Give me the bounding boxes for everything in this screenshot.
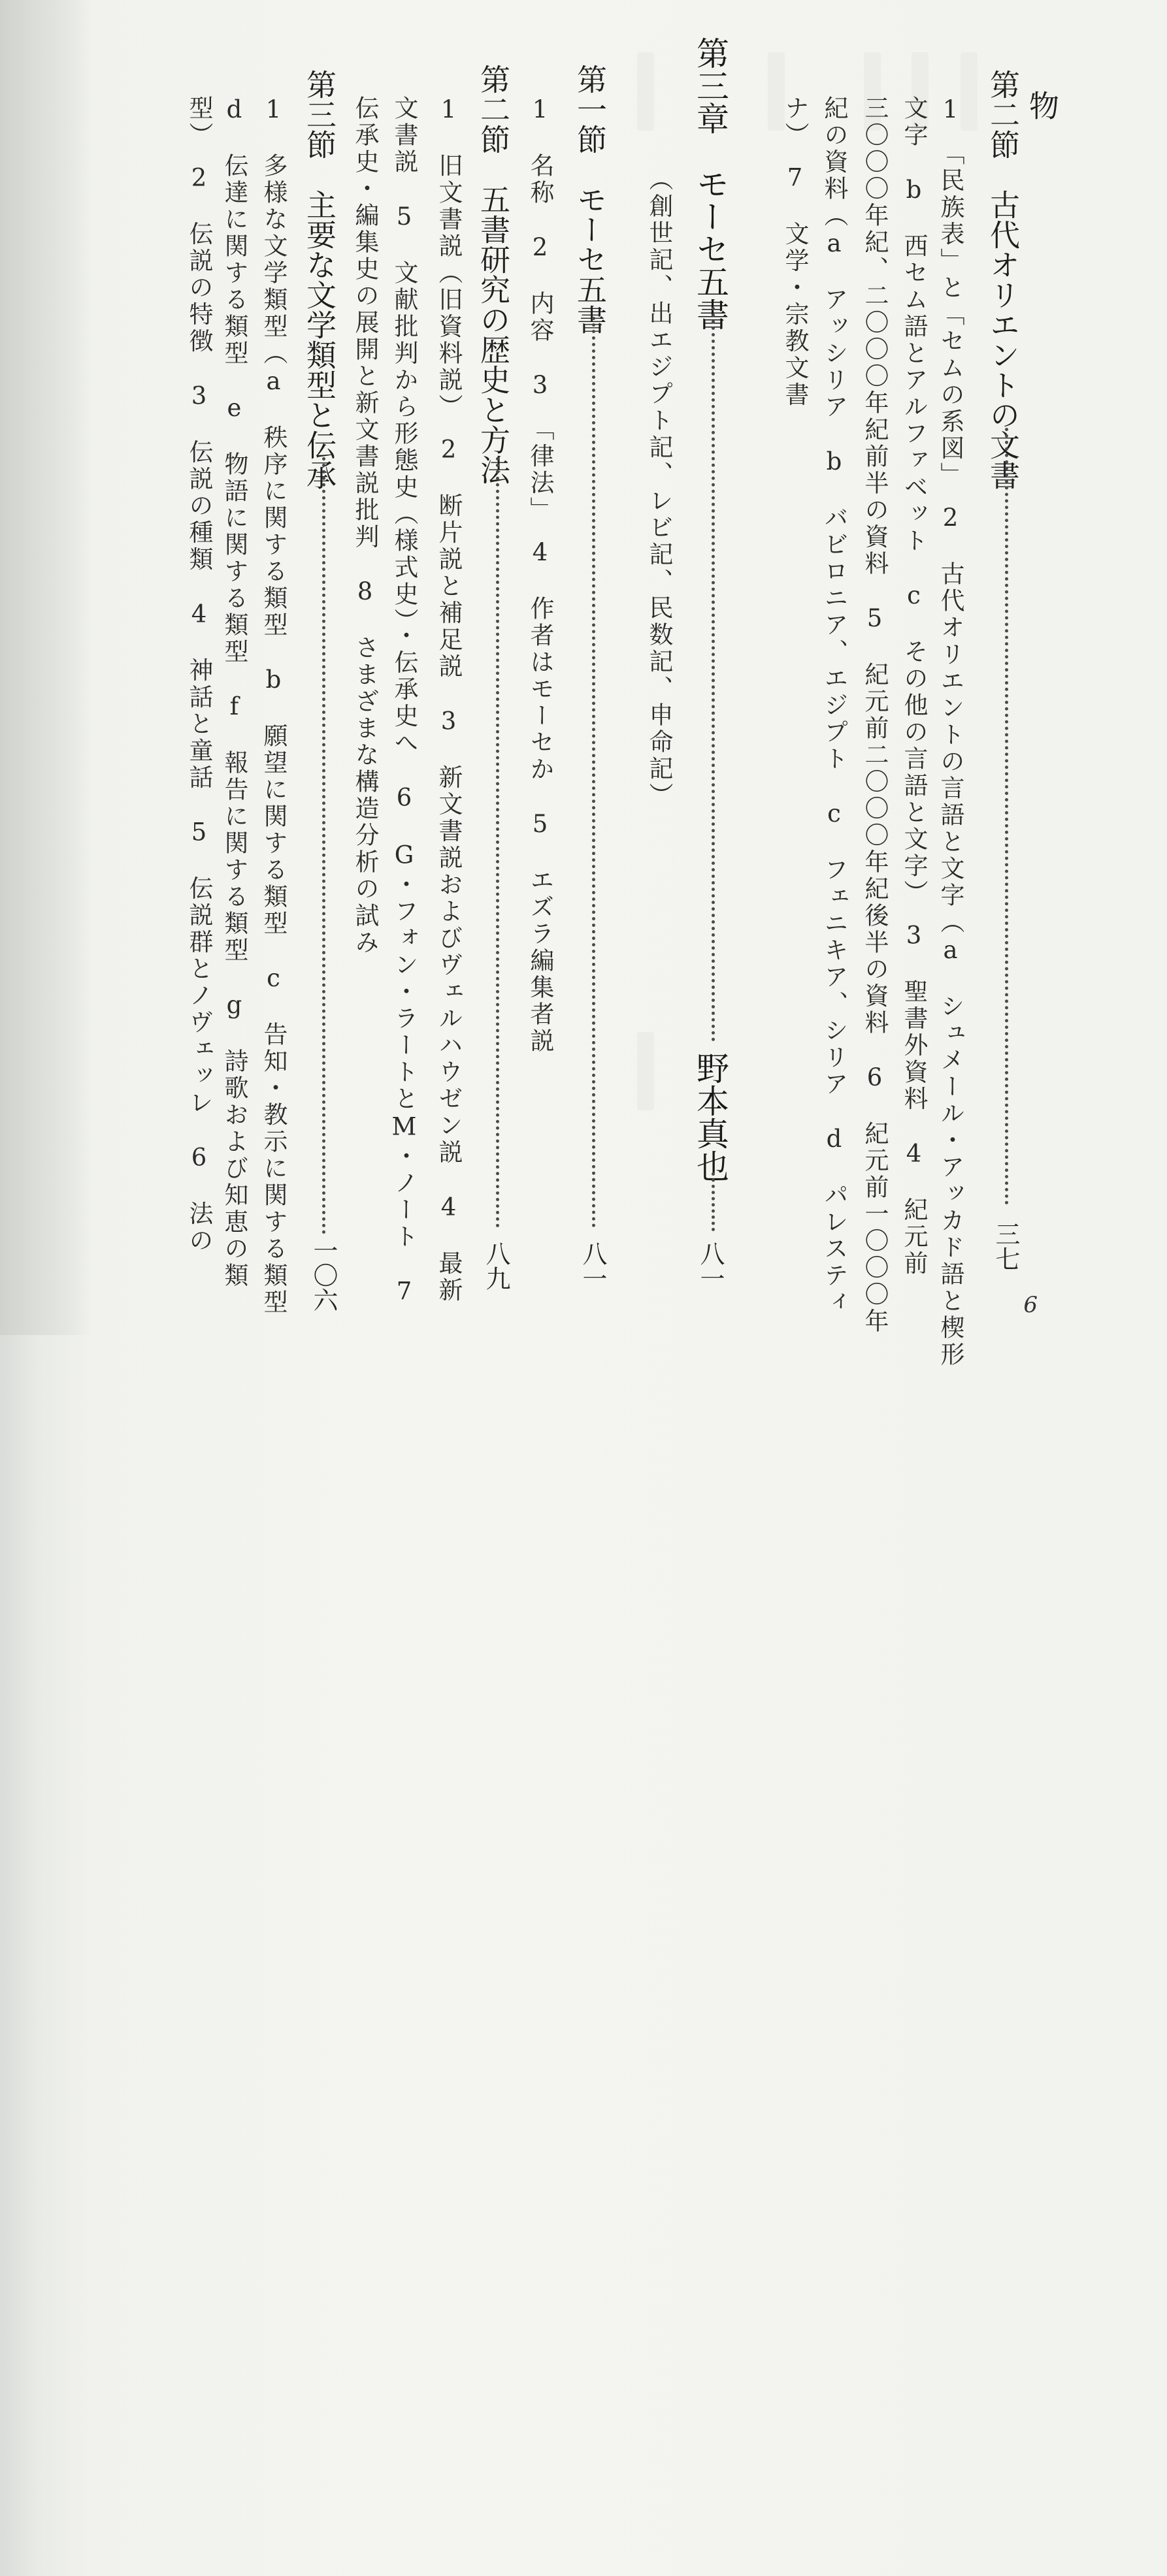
section-title: 第二節 五書研究の歴史と方法 xyxy=(476,64,511,485)
section-title: 第二節 古代オリエントの文書 xyxy=(985,69,1021,490)
page-number: 一〇六 xyxy=(309,1238,338,1312)
section-item-line: 1 旧文書説（旧資料説） 2 断片説と補足説 3 新文書説およびヴェルハウゼン説 4 最新 xyxy=(435,95,463,1304)
folio-page-number: 6 xyxy=(1023,1292,1038,1318)
page-number: 八一 xyxy=(696,1241,725,1291)
section-item-line: 1 多様な文学類型（a 秩序に関する類型 b 願望に関する類型 c 告知・教示に関する類型 xyxy=(259,95,288,1316)
section-item-line: d 伝達に関する類型 e 物語に関する類型 f 報告に関する類型 g 詩歌および知恵の類 xyxy=(220,95,248,1289)
chapter-subtitle: （創世記、出エジプト記、レビ記、民数記、申命記） xyxy=(645,167,673,809)
book-gutter xyxy=(0,0,91,1335)
section-item-line: 文書説 5 文献批判から形態史（様式史）・伝承史へ 6 G・フォン・ラートとM・ノート 7 xyxy=(390,95,418,1308)
chapter-author: 野本真也 xyxy=(691,1052,729,1182)
section-item-line: 三〇〇〇年紀、二〇〇〇年紀前半の資料 5 紀元前二〇〇〇年紀後半の資料 6 紀元前一〇〇〇年 xyxy=(861,95,889,1335)
section-item-line: 紀の資料（a アッシリア b バビロニア、エジプト c フェニキア、シリア d パレスティ xyxy=(820,95,848,1316)
section-item-line: 1 「民族表」と「セムの系図」 2 古代オリエントの言語と文字（a シュメール・アッカド語と楔形 xyxy=(936,95,964,1368)
leader-dots xyxy=(1005,428,1008,1205)
section-item-line: 型） 2 伝説の特徴 3 伝説の種類 4 神話と童話 5 伝説群とノヴェッレ 6 法の xyxy=(185,95,213,1255)
leader-dots xyxy=(322,457,325,1234)
chapter-title: 第三章 モーセ五書 xyxy=(691,37,729,330)
section-title: 第一節 モーセ五書 xyxy=(572,64,608,334)
section-item-line: ナ） 7 文学・宗教文書 xyxy=(781,95,809,409)
leader-dots xyxy=(592,317,595,1228)
page-number: 八九 xyxy=(482,1241,510,1291)
leader-dots xyxy=(712,1172,715,1231)
page-number: 八一 xyxy=(578,1241,607,1291)
section-title: 第三節 主要な文学類型と伝承 xyxy=(302,69,337,490)
leader-dots xyxy=(712,307,715,1042)
section-item-line: 文字 b 西セム語とアルファベット c その他の言語と文字） 3 聖書外資料 4 紀元前 xyxy=(900,95,928,1278)
running-head: 物 xyxy=(1025,90,1060,120)
section-item-line: 伝承史・編集史の展開と新文書説批判 8 さまざまな構造分析の試み xyxy=(351,95,379,956)
page-number: 三七 xyxy=(991,1221,1020,1271)
show-through-mark xyxy=(637,52,654,131)
section-item-line: 1 名称 2 内容 3 「律法」 4 作者はモーセか 5 エズラ編集者説 xyxy=(526,95,554,1055)
leader-dots xyxy=(496,457,499,1228)
